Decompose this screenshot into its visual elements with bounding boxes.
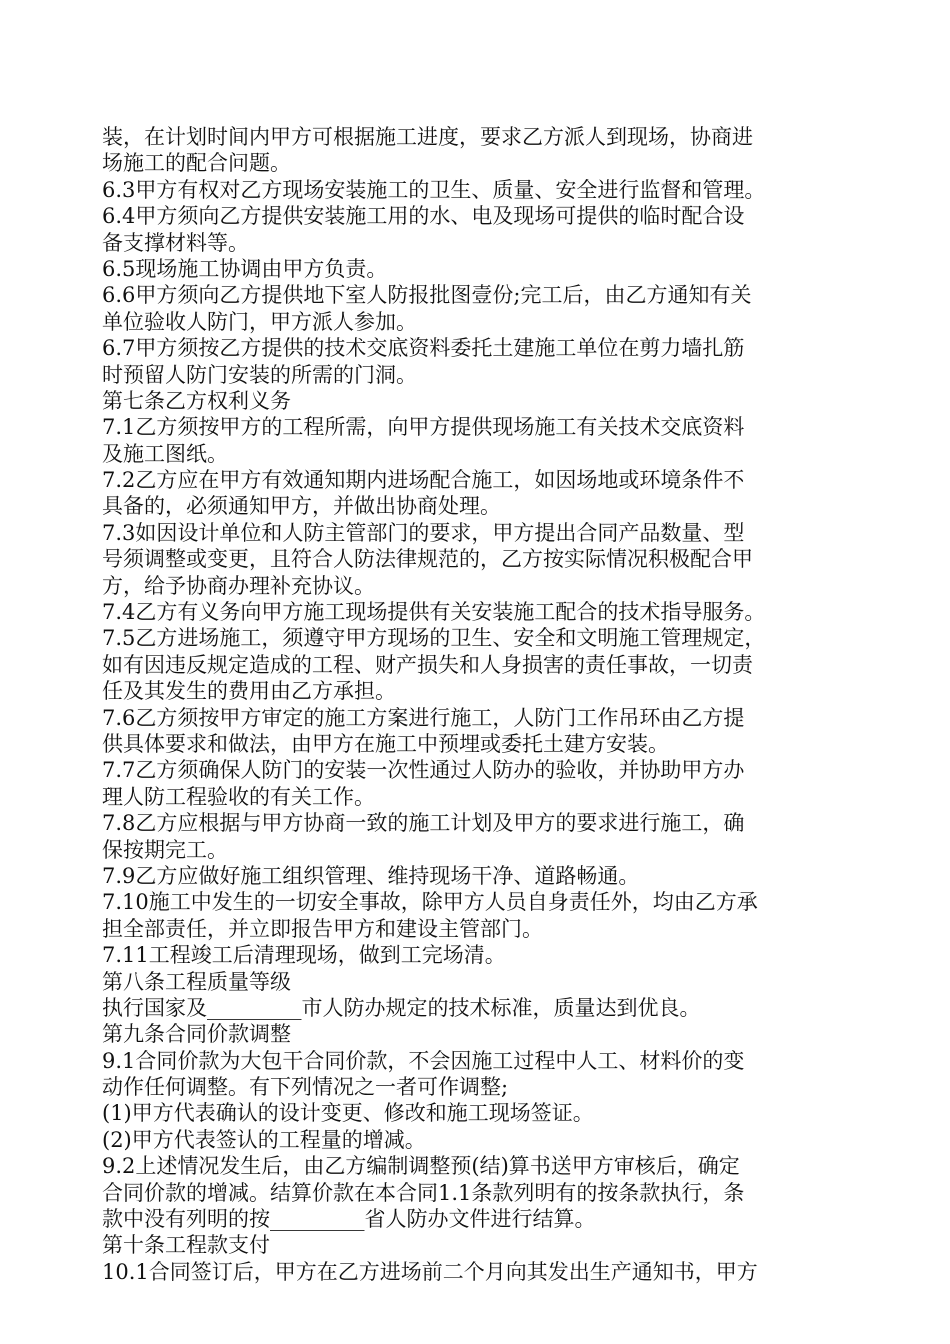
text-line: 6.3甲方有权对乙方现场安装施工的卫生、质量、安全进行监督和管理。 (102, 177, 766, 202)
text-line: 保按期完工。 (102, 837, 228, 862)
text-line: 9.1合同价款为大包干合同价款，不会因施工过程中人工、材料价的变 (102, 1048, 745, 1073)
text-line: 及施工图纸。 (102, 441, 228, 466)
text-line: 7.7乙方须确保人防门的安装一次性通过人防办的验收，并协助甲方办 (102, 758, 745, 783)
text-line: 备支撑材料等。 (102, 230, 249, 255)
text-line: 场施工的配合问题。 (102, 151, 291, 176)
text-line: 如有因违反规定造成的工程、财产损失和人身损害的责任事故，一切责 (102, 652, 753, 677)
text-line: 7.6乙方须按甲方审定的施工方案进行施工，人防门工作吊环由乙方提 (102, 705, 745, 730)
text-line: 担全部责任，并立即报告甲方和建设主管部门。 (102, 916, 543, 941)
text-line: 7.3如因设计单位和人防主管部门的要求，甲方提出合同产品数量、型 (102, 520, 745, 545)
text-line: 理人防工程验收的有关工作。 (102, 784, 375, 809)
text-line: 7.5乙方进场施工，须遵守甲方现场的卫生、安全和文明施工管理规定， (102, 626, 766, 651)
text-line: 6.4甲方须向乙方提供安装施工用的水、电及现场可提供的临时配合设 (102, 204, 745, 229)
text-line: (1)甲方代表确认的设计变更、修改和施工现场签证。 (102, 1101, 594, 1126)
text-line: 任及其发生的费用由乙方承担。 (102, 679, 396, 704)
text-line: (2)甲方代表签认的工程量的增减。 (102, 1127, 426, 1152)
text-line: 供具体要求和做法，由甲方在施工中预埋或委托土建方安装。 (102, 731, 669, 756)
text-line: 时预留人防门安装的所需的门洞。 (102, 362, 417, 387)
section-heading: 第七条乙方权利义务 (102, 388, 291, 413)
contract-text-body (102, 124, 858, 1285)
section-heading: 第八条工程质量等级 (102, 969, 291, 994)
text-line: 10.1合同签订后，甲方在乙方进场前二个月向其发出生产通知书，甲方 (102, 1259, 758, 1284)
text-line: 装，在计划时间内甲方可根据施工进度，要求乙方派人到现场，协商进 (102, 125, 753, 149)
text-line: 6.7甲方须按乙方提供的技术交底资料委托土建施工单位在剪力墙扎筋 (102, 336, 745, 361)
text-line: 款中没有列明的按_________省人防办文件进行结算。 (102, 1207, 596, 1232)
section-heading: 第十条工程款支付 (102, 1233, 270, 1258)
text-line: 7.9乙方应做好施工组织管理、维持现场干净、道路畅通。 (102, 863, 640, 888)
text-line: 7.10施工中发生的一切安全事故，除甲方人员自身责任外，均由乙方承 (102, 890, 758, 915)
text-line: 7.2乙方应在甲方有效通知期内进场配合施工，如因场地或环境条件不 (102, 468, 745, 493)
text-line: 6.5现场施工协调由甲方负责。 (102, 256, 388, 281)
text-line: 执行国家及_________市人防办规定的技术标准，质量达到优良。 (102, 995, 701, 1020)
text-line: 6.6甲方须向乙方提供地下室人防报批图壹份;完工后，由乙方通知有关 (102, 283, 752, 308)
section-heading: 第九条合同价款调整 (102, 1022, 291, 1047)
text-line: 7.11工程竣工后清理现场，做到工完场清。 (102, 943, 506, 968)
text-line: 动作任何调整。有下列情况之一者可作调整; (102, 1075, 509, 1100)
text-line: 合同价款的增减。结算价款在本合同1.1条款列明有的按条款执行，条 (102, 1180, 745, 1205)
text-line: 7.1乙方须按甲方的工程所需，向甲方提供现场施工有关技术交底资料 (102, 415, 745, 440)
text-line: 7.8乙方应根据与甲方协商一致的施工计划及甲方的要求进行施工，确 (102, 811, 745, 836)
text-line: 具备的，必须通知甲方，并做出协商处理。 (102, 494, 501, 519)
text-line: 号须调整或变更，且符合人防法律规范的，乙方按实际情况积极配合甲 (102, 547, 753, 572)
text-line: 9.2上述情况发生后，由乙方编制调整预(结)算书送甲方审核后，确定 (102, 1154, 740, 1179)
text-line: 7.4乙方有义务向甲方施工现场提供有关安装施工配合的技术指导服务。 (102, 600, 766, 625)
text-line: 单位验收人防门，甲方派人参加。 (102, 309, 417, 334)
text-line: 方，给予协商办理补充协议。 (102, 573, 375, 598)
